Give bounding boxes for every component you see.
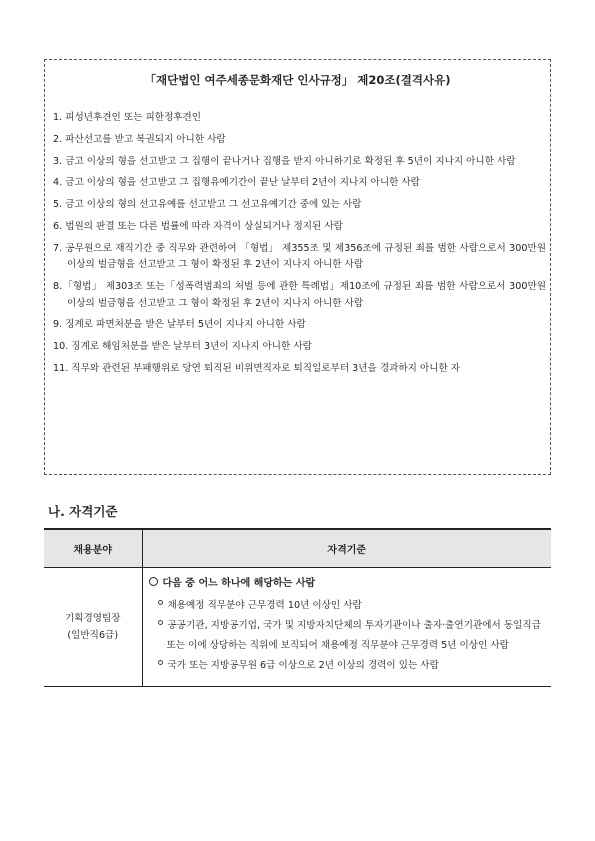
list-item: 4. 금고 이상의 형을 선고받고 그 집행유예기간이 끝난 날부터 2년이 지나지 아니한 사람 <box>53 177 420 189</box>
rule-title: 「재단법인 여주세종문화재단 인사규정」 제20조(결격사유) <box>144 73 451 87</box>
field-grade: (일반직6급) <box>67 630 119 641</box>
criteria-heading <box>149 576 546 592</box>
disqualification-list <box>53 110 546 383</box>
list-item: 6. 법원의 판결 또는 다른 법률에 따라 자격이 상실되거나 정지된 사람 <box>53 220 343 232</box>
field-name: 기획경영팀장 <box>64 613 121 624</box>
circle-bullet-icon <box>149 577 158 586</box>
qualification-table <box>44 528 551 687</box>
list-item: 11. 직무와 관련된 부패행위로 당연 퇴직된 비위면직자로 퇴직일로부터 3년을 경과하지 아니한 자 <box>53 362 461 374</box>
list-item: 8.「형법」 제303조 또는「성폭력범죄의 처벌 등에 관한 특례법」제10조에 규정된 죄를 범한 사람으로서 300만원 이상의 벌금형을 선고받고 그 형이 확정된 후 2년이 지나지 아니한 사람 <box>53 281 546 309</box>
criteria-text: 채용예정 직무분야 근무경력 10년 이상인 사람 <box>167 600 362 611</box>
list-item: 3. 금고 이상의 형을 선고받고 그 집행이 끝나거나 집행을 받지 아니하기로 확정된 후 5년이 지나지 아니한 사람 <box>53 155 516 167</box>
header-criteria: 자격기준 <box>142 529 551 568</box>
criteria-text: 국가 또는 지방공무원 6급 이상으로 2년 이상의 경력이 있는 사람 <box>167 660 439 671</box>
table-row <box>44 568 551 687</box>
small-circle-bullet-icon <box>158 660 163 665</box>
criteria-item <box>155 656 546 676</box>
small-circle-bullet-icon <box>158 600 163 605</box>
field-cell <box>44 568 142 687</box>
table-header-row <box>44 529 551 568</box>
list-item: 2. 파산선고를 받고 복권되지 아니한 사람 <box>53 133 226 145</box>
header-field: 채용분야 <box>44 529 142 568</box>
list-item: 1. 피성년후견인 또는 피한정후견인 <box>53 112 202 123</box>
section-title: 나. 자격기준 <box>48 504 118 519</box>
criteria-text: 공공기관, 지방공기업, 국가 및 지방자치단체의 투자기관이나 출자·출연기관에서 동일직급 또는 이에 상당하는 직위에 보직되어 채용예정 직무분야 근무경력 5년 이상인 사람 <box>166 620 541 651</box>
criteria-item <box>155 616 546 656</box>
list-item: 9. 징계로 파면처분을 받은 날부터 5년이 지나지 아니한 사람 <box>53 319 306 331</box>
criteria-heading-text: 다음 중 어느 하나에 해당하는 사람 <box>162 578 316 589</box>
criteria-item <box>155 596 546 616</box>
disqualification-rule-box <box>44 59 551 475</box>
small-circle-bullet-icon <box>158 620 163 625</box>
criteria-cell <box>142 568 551 687</box>
list-item: 10. 징계로 해임처분을 받은 날부터 3년이 지나지 아니한 사람 <box>53 341 312 353</box>
list-item: 7. 공무원으로 재직기간 중 직무와 관련하여 「형법」 제355조 및 제356조에 규정된 죄를 범한 사람으로서 300만원 이상의 벌금형을 선고받고 그 형이 확정된 후 2년이 지나지 아니한 사람 <box>53 242 546 271</box>
list-item: 5. 금고 이상의 형의 선고유예를 선고받고 그 선고유예기간 중에 있는 사람 <box>53 199 362 211</box>
